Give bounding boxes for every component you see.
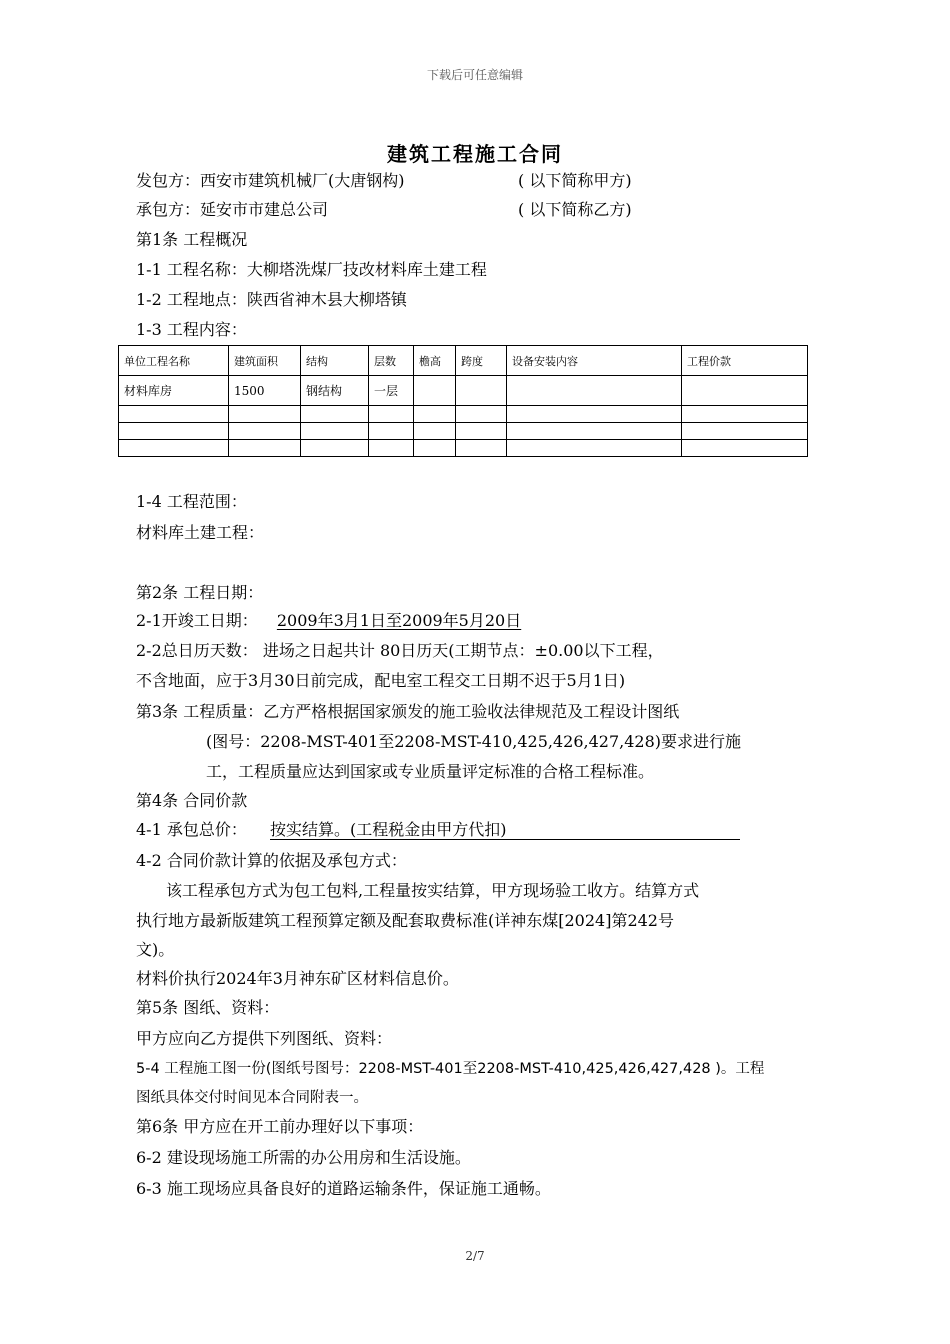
total-days-line-1: 2-2总日历天数： 进场之日起共计 80日历天(工期节点：±0.00以下工程，	[136, 641, 664, 660]
table-row	[119, 376, 808, 406]
table-cell	[507, 376, 682, 406]
table-cell	[682, 423, 808, 440]
table-cell	[229, 440, 301, 457]
material-price-line: 材料价执行2024年3月神东矿区材料信息价。	[136, 969, 459, 988]
table-cell	[507, 406, 682, 423]
article-3-line-2: (图号：2208-MST-401至2208-MST-410,425,426,427,428)要求进行施	[206, 732, 742, 751]
table-cell	[682, 440, 808, 457]
header-note: 下载后可任意编辑	[426, 68, 523, 82]
price-basis-line-2: 执行地方最新版建筑工程预算定额及配套取费标准(详神东煤[2024]第242号	[136, 911, 674, 930]
total-price-label: 4-1 承包总价：	[136, 820, 247, 839]
table-cell	[456, 406, 507, 423]
article-1-heading: 第1条 工程概况	[136, 230, 248, 249]
table-cell	[119, 406, 229, 423]
table-cell	[456, 440, 507, 457]
table-cell	[456, 376, 507, 406]
start-end-date	[136, 610, 521, 632]
project-content-label: 1-3 工程内容：	[136, 320, 247, 339]
contract-title: 建筑工程施工合同	[387, 142, 563, 166]
start-end-date-value: 2009年3月1日至2009年5月20日	[276, 611, 522, 630]
scope-heading: 1-4 工程范围：	[136, 492, 247, 511]
table-cell	[414, 376, 456, 406]
article-2-heading: 第2条 工程日期：	[136, 583, 264, 602]
table-cell	[369, 406, 414, 423]
table-cell	[414, 406, 456, 423]
table-cell: 钢结构	[301, 376, 369, 406]
table-cell: 一层	[369, 376, 414, 406]
employer-line: 发包方：西安市建筑机械厂(大唐钢构)	[136, 171, 405, 190]
table-cell	[414, 423, 456, 440]
table-header-cell: 建筑面积	[229, 346, 301, 376]
article-4-heading: 第4条 合同价款	[136, 791, 248, 810]
total-price-value: 按实结算。(工程税金由甲方代扣)	[269, 820, 507, 839]
table-header-cell: 檐高	[414, 346, 456, 376]
article-5-intro: 甲方应向乙方提供下列图纸、资料：	[136, 1029, 393, 1048]
table-cell	[229, 423, 301, 440]
article-3-line-3: 工，工程质量应达到国家或专业质量评定标准的合格工程标准。	[206, 762, 655, 781]
total-price-underline	[270, 839, 740, 840]
table-cell: 1500	[229, 376, 301, 406]
table-cell	[682, 406, 808, 423]
table-cell	[301, 423, 369, 440]
table-cell	[369, 423, 414, 440]
table-cell	[229, 406, 301, 423]
drawings-line-1: 5-4 工程施工图一份(图纸号图号：2208-MST-401至2208-MST-410,425,426,427,428 )。工程	[136, 1061, 765, 1077]
table-cell	[507, 423, 682, 440]
table-header-cell: 设备安装内容	[507, 346, 682, 376]
table-header-row	[119, 346, 808, 376]
table-cell	[301, 440, 369, 457]
table-cell	[507, 440, 682, 457]
page-number: 2/7	[465, 1249, 485, 1263]
article-6-2: 6-2 建设现场施工所需的办公用房和生活设施。	[136, 1148, 471, 1167]
table-row	[119, 440, 808, 457]
table-cell	[682, 376, 808, 406]
project-location: 1-2 工程地点：陕西省神木县大柳塔镇	[136, 290, 407, 309]
total-price-line	[136, 819, 506, 841]
table-header-cell: 单位工程名称	[119, 346, 229, 376]
table-cell	[369, 440, 414, 457]
drawings-line-2: 图纸具体交付时间见本合同附表一。	[136, 1090, 368, 1106]
table-cell	[456, 423, 507, 440]
table-cell	[414, 440, 456, 457]
project-name: 1-1 工程名称：大柳塔洗煤厂技改材料库土建工程	[136, 260, 487, 279]
price-basis-line-3: 文)。	[136, 940, 175, 959]
project-content-table	[118, 345, 808, 457]
article-3-line-1: 第3条 工程质量：乙方严格根据国家颁发的施工验收法律规范及工程设计图纸	[136, 702, 680, 721]
scope-text: 材料库土建工程：	[136, 523, 265, 542]
article-6-heading: 第6条 甲方应在开工前办理好以下事项：	[136, 1117, 424, 1136]
start-end-date-label: 2-1开竣工日期：	[136, 611, 258, 630]
table-row	[119, 423, 808, 440]
table-cell	[119, 423, 229, 440]
table-header-cell: 跨度	[456, 346, 507, 376]
table-header-cell: 工程价款	[682, 346, 808, 376]
table-header-cell: 结构	[301, 346, 369, 376]
table-cell	[301, 406, 369, 423]
table-row	[119, 406, 808, 423]
table-cell	[119, 440, 229, 457]
price-basis-heading: 4-2 合同价款计算的依据及承包方式：	[136, 851, 407, 870]
table-cell: 材料库房	[119, 376, 229, 406]
contractor-line: 承包方：延安市市建总公司	[136, 200, 329, 219]
article-5-heading: 第5条 图纸、资料：	[136, 998, 280, 1017]
article-6-3: 6-3 施工现场应具备良好的道路运输条件，保证施工通畅。	[136, 1179, 551, 1198]
table-header-cell: 层数	[369, 346, 414, 376]
employer-note: ( 以下简称甲方)	[518, 171, 632, 190]
total-days-line-2: 不含地面，应于3月30日前完成，配电室工程交工日期不迟于5月1日)	[136, 671, 626, 690]
price-basis-line-1: 该工程承包方式为包工包料,工程量按实结算，甲方现场验工收方。结算方式	[166, 881, 700, 900]
contractor-note: ( 以下简称乙方)	[518, 200, 632, 219]
